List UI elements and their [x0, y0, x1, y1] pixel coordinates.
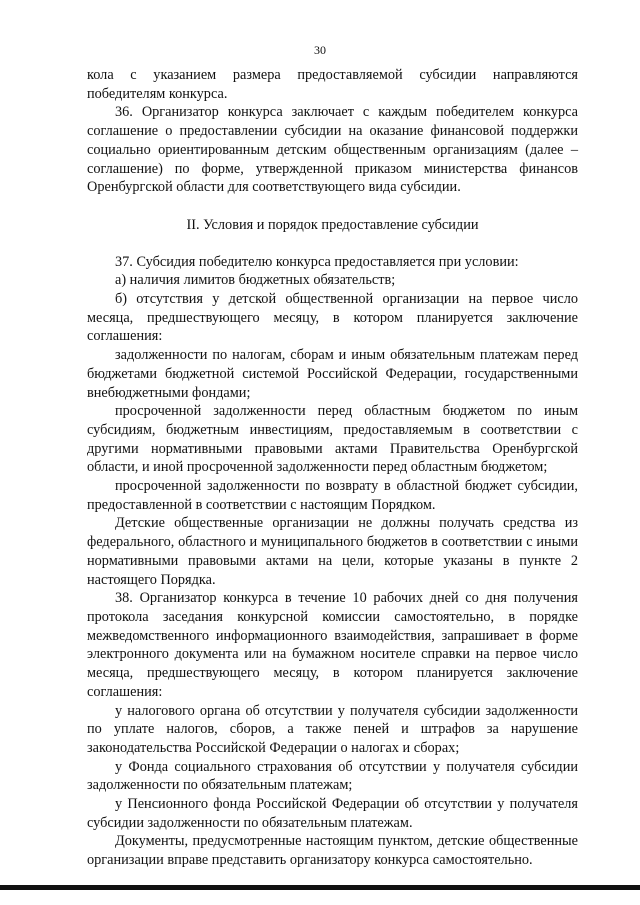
paragraph-37-note: Детские общественные организации не должны получать средства из федерального, областного и муниципального бюджетов в соответствии с иными нормативными правовыми актами на цели, которые указаны в пункте 2 настоящего Порядка.	[87, 515, 578, 588]
paragraph-38: 38. Организатор конкурса в течение 10 рабочих дней со дня получения протокола заседания конкурсной комиссии самостоятельно, в порядке межведомственного информационного взаимодействия, запрашивает в форме электронного документа или на бумажном носителе справки на первое число месяца, предшествующего месяцу, в котором планируется заключение соглашения:	[87, 590, 578, 700]
paragraph-38-tax: у налогового органа об отсутствии у получателя субсидии задолженности по уплате налогов, сборов, а также пеней и штрафов за нарушение законодательства Российской Федерации о налогах и сборах;	[87, 702, 578, 756]
paragraph-continuation: кола с указанием размера предоставляемой субсидии направляются победителям конкурса.	[87, 67, 578, 102]
paragraph-37-a: а) наличия лимитов бюджетных обязательств;	[115, 272, 396, 289]
paragraph-38-documents: Документы, предусмотренные настоящим пунктом, детские общественные организации вправе представить организатору конкурса самостоятельно.	[87, 833, 578, 869]
paragraph-37-b-2: просроченной задолженности перед областным бюджетом по иным субсидиям, бюджетным инвестициям, предоставляемым в соответствии с другими нормативными правовыми актами Правительства Оренбургской области, и иной просроченной задолженности перед областным бюджетом;	[87, 403, 578, 476]
document-body	[87, 66, 578, 870]
paragraph-38-pension: у Пенсионного фонда Российской Федерации об отсутствии у получателя субсидии задолженности по обязательным платежам.	[87, 796, 578, 831]
paragraph-37-b-3: просроченной задолженности по возврату в областной бюджет субсидии, предоставленной в соответствии с настоящим Порядком.	[87, 478, 578, 513]
paragraph-36: 36. Организатор конкурса заключает с каждым победителем конкурса соглашение о предоставлении субсидии на оказание финансовой поддержки социально ориентированным детским общественным организациям (далее – соглашение) по форме, утвержденной приказом министерства финансов Оренбургской области для соответствующего вида субсидии.	[87, 104, 578, 196]
section-heading: II. Условия и порядок предоставление субсидии	[186, 216, 479, 233]
paragraph-37: 37. Субсидия победителю конкурса предоставляется при условии:	[115, 253, 519, 270]
paragraph-37-b-1: задолженности по налогам, сборам и иным обязательным платежам перед бюджетами бюджетной системой Российской Федерации, государственными внебюджетными фондами;	[87, 347, 578, 401]
scan-bottom-border	[0, 885, 640, 890]
page-number: 30	[314, 43, 326, 57]
paragraph-37-b: б) отсутствия у детской общественной организации на первое число месяца, предшествующего месяцу, в котором планируется заключение соглашения:	[87, 291, 578, 345]
paragraph-38-social: у Фонда социального страхования об отсутствии у получателя субсидии задолженности по обязательным платежам;	[87, 758, 578, 794]
